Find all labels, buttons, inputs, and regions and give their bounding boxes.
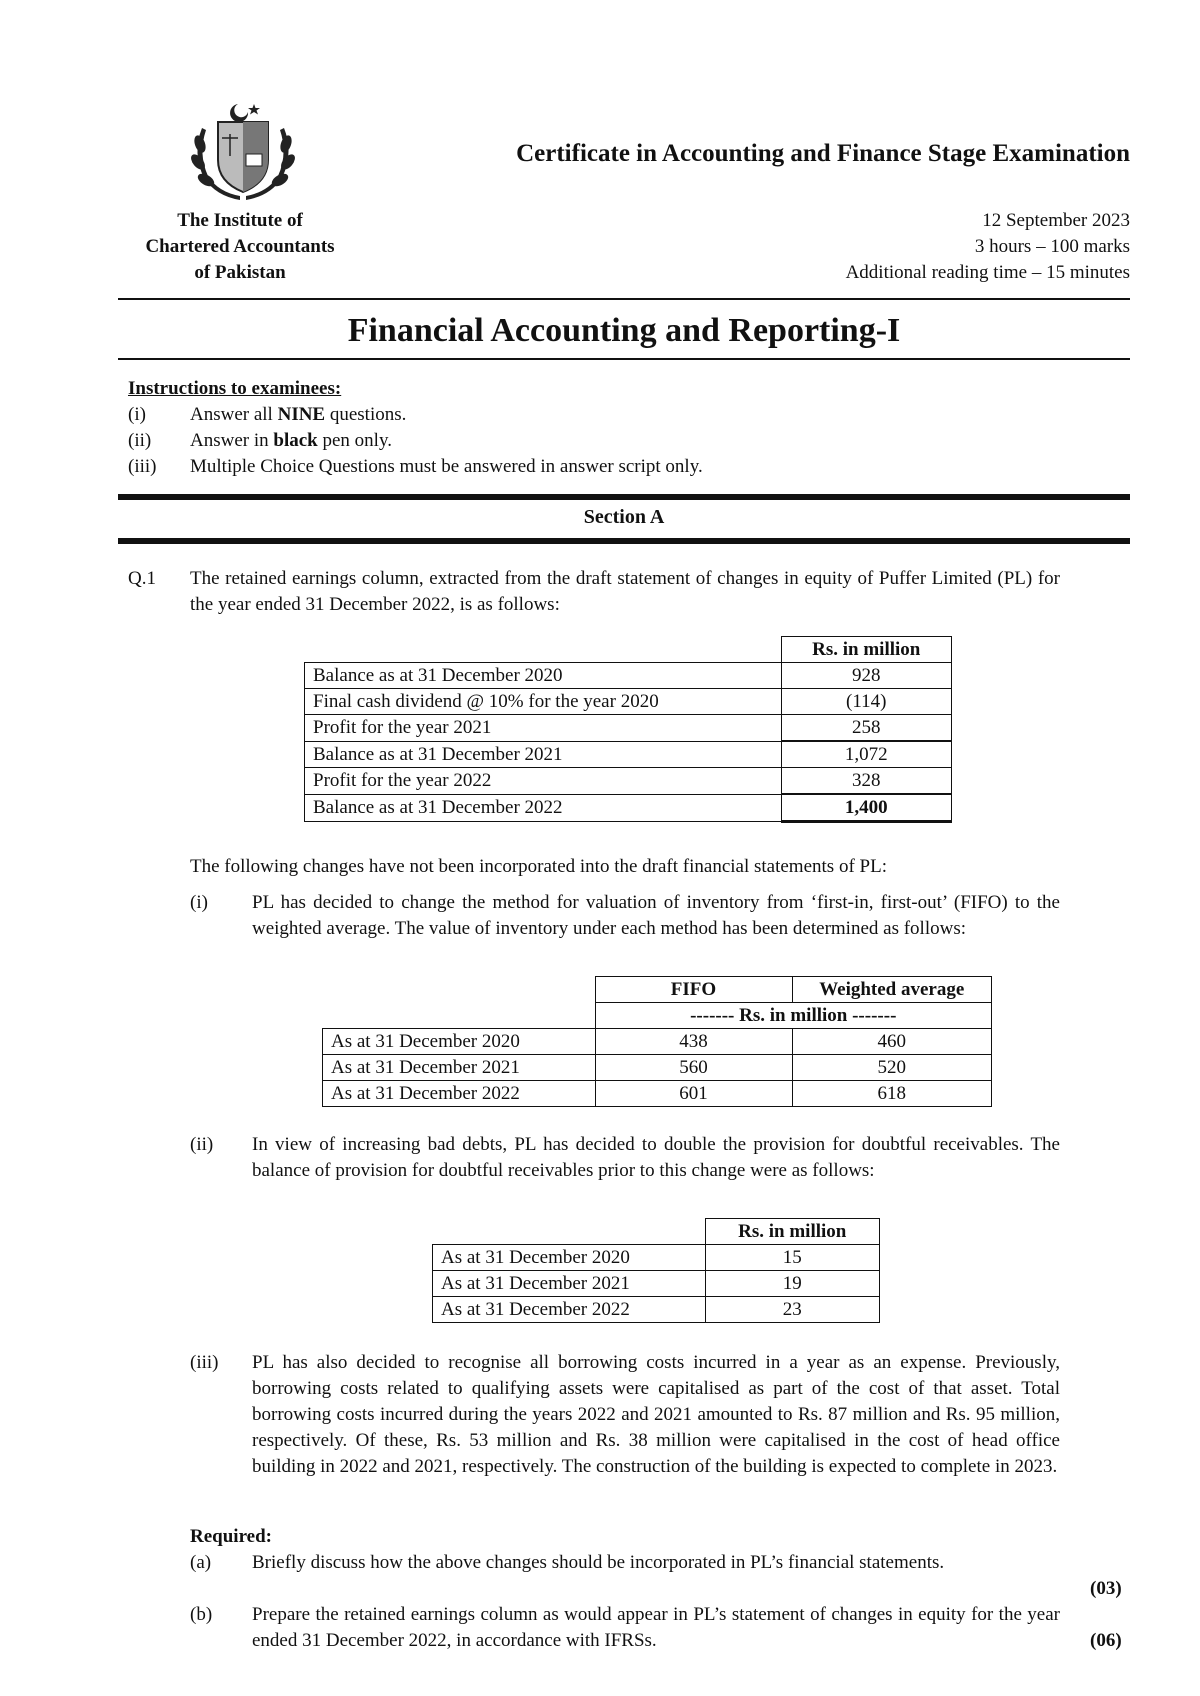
row-label: As at 31 December 2020 [323,1029,596,1055]
col-weighted-average: Weighted average [792,977,992,1003]
institute-name [110,208,370,286]
required-item-b [190,1602,1060,1654]
table-header: Rs. in million [781,637,952,663]
exam-details [700,208,1130,286]
table-row [323,1029,992,1055]
row-label: Balance as at 31 December 2021 [305,741,782,768]
row-value: 328 [781,768,952,795]
exam-date: 12 September 2023 [982,210,1130,231]
wa-value: 618 [792,1081,992,1107]
table-row [305,741,952,768]
table-row [305,715,952,742]
changes-intro: The following changes have not been incorporated into the draft financial statements of PL: [190,856,887,877]
row-label: Final cash dividend @ 10% for the year 2020 [305,689,782,715]
table-header: Rs. in million [705,1219,880,1245]
divider [118,298,1130,300]
wa-value: 520 [792,1055,992,1081]
row-label: Balance as at 31 December 2022 [305,794,782,822]
row-value: 1,400 [781,794,952,822]
institute-line: Chartered Accountants [145,236,335,257]
item-text: PL has decided to change the method for valuation of inventory from ‘first-in, first-out’ (FIFO) to the weighted average. The value of inventory under each method has been determined as follows: [252,892,1060,939]
required-item-a [190,1550,1060,1576]
unit-header: ------- Rs. in million ------- [595,1003,992,1029]
reading-time: Additional reading time – 15 minutes [845,262,1130,283]
text-bold: NINE [277,404,326,425]
text-bold: black [273,430,318,451]
row-value: 1,072 [781,741,952,768]
item-number: (i) [128,404,146,425]
instructions-heading: Instructions to examinees: [128,378,342,399]
question-number: Q.1 [128,568,156,589]
row-label: Profit for the year 2021 [305,715,782,742]
instruction-item [128,402,1108,428]
row-value: 15 [705,1245,880,1271]
row-label: As at 31 December 2022 [323,1081,596,1107]
row-label: As at 31 December 2021 [433,1271,706,1297]
fifo-value: 601 [595,1081,792,1107]
item-number: (a) [190,1552,212,1573]
institute-line: of Pakistan [194,262,286,283]
table-row [323,1081,992,1107]
exam-duration: 3 hours – 100 marks [974,236,1130,257]
item-number: (iii) [190,1352,219,1373]
item-number: (ii) [128,430,152,451]
table-row [323,1055,992,1081]
table-row [433,1271,880,1297]
section-heading: Section A [583,506,665,528]
item-text: Briefly discuss how the above changes should be incorporated in PL’s financial statements. [252,1552,945,1573]
item-number: (i) [190,892,208,913]
row-label: As at 31 December 2022 [433,1297,706,1323]
row-value: 23 [705,1297,880,1323]
table-row [433,1245,880,1271]
change-item-ii [190,1132,1060,1184]
divider [118,358,1130,360]
text: Answer in [190,430,274,451]
text: questions. [325,404,407,425]
wa-value: 460 [792,1029,992,1055]
item-number: (b) [190,1604,213,1625]
table-row [305,663,952,689]
subject-title: Financial Accounting and Reporting-I [347,312,901,349]
row-value: 928 [781,663,952,689]
row-value: 258 [781,715,952,742]
marks-b: (06) [1090,1630,1122,1651]
row-value: (114) [781,689,952,715]
table-row [305,689,952,715]
change-item-iii [190,1350,1060,1480]
table-row [305,794,952,822]
item-number: (ii) [190,1134,214,1155]
col-fifo: FIFO [595,977,792,1003]
row-label: Balance as at 31 December 2020 [305,663,782,689]
item-text: In view of increasing bad debts, PL has decided to double the provision for doubtful receivables. The balance of provision for doubtful receivables prior to this change were as follows: [252,1134,1060,1181]
inventory-table [322,976,992,1107]
change-item-i [190,890,1060,942]
fifo-value: 438 [595,1029,792,1055]
row-value: 19 [705,1271,880,1297]
row-label: As at 31 December 2021 [323,1055,596,1081]
divider-thick [118,494,1130,500]
text: pen only. [317,430,392,451]
item-text: Prepare the retained earnings column as would appear in PL’s statement of changes in equity for the year ended 31 December 2022, in accordance with IFRSs. [252,1604,1060,1651]
instruction-item [128,454,1108,480]
fifo-value: 560 [595,1055,792,1081]
row-label: Profit for the year 2022 [305,768,782,795]
question-intro: The retained earnings column, extracted from the draft statement of changes in equity of Puffer Limited (PL) for the year ended 31 December 2022, is as follows: [190,568,1060,615]
divider-thick [118,538,1130,544]
item-text: PL has also decided to recognise all borrowing costs incurred in a year as an expense. Previously, borrowing costs related to qualifying assets were capitalised as part of the cost of that asset. Total borrowing costs incurred during the years 2022 and 2021 amounted to Rs. 87 million and Rs. 95 million, respectively. Of these, Rs. 53 million and Rs. 38 million were capitalised in the cost of head office building in 2022 and 2021, respectively. The construction of the building is expected to complete in 2023. [252,1352,1060,1477]
table-row [305,768,952,795]
icap-logo-icon [188,98,298,204]
marks-a: (03) [1090,1578,1122,1599]
instructions [128,376,1108,480]
provision-table [432,1218,880,1323]
institute-line: The Institute of [177,210,303,231]
required-heading: Required: [190,1526,272,1547]
table-row [433,1297,880,1323]
instruction-item [128,428,1108,454]
text: Answer all [190,404,278,425]
retained-earnings-table [304,636,952,823]
row-label: As at 31 December 2020 [433,1245,706,1271]
exam-title: Certificate in Accounting and Finance Stage Examination [516,140,1130,167]
text: Multiple Choice Questions must be answered in answer script only. [190,456,703,477]
item-number: (iii) [128,456,157,477]
